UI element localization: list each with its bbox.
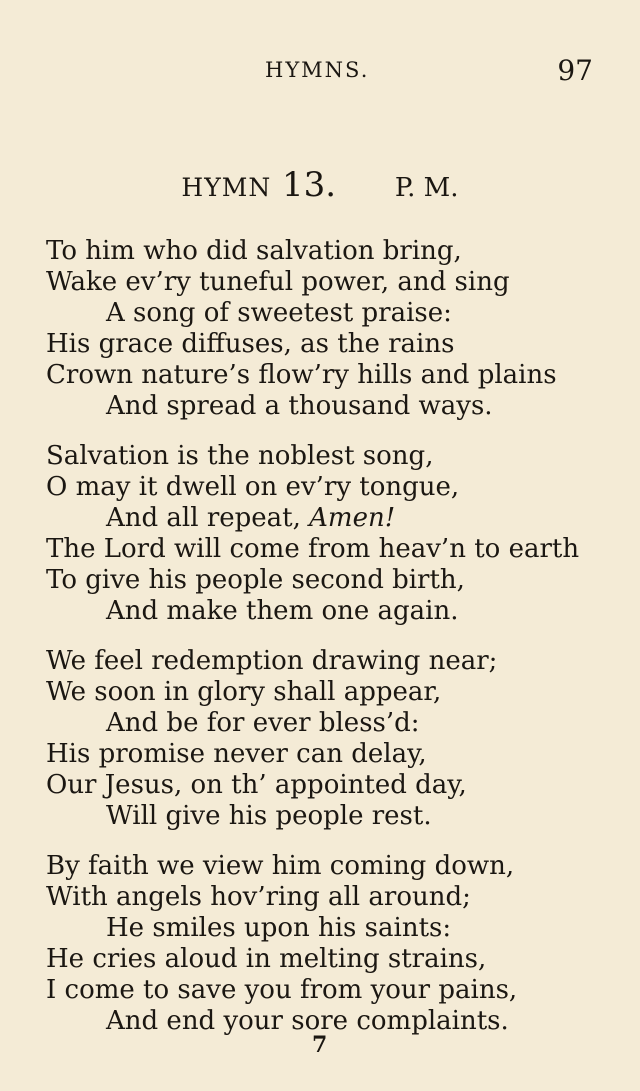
stanza-1 bbox=[46, 236, 606, 422]
verse-line: The Lord will come from heav’n to earth bbox=[46, 534, 580, 564]
verse-line-text: And all repeat, bbox=[106, 503, 310, 533]
hymn-text bbox=[46, 236, 606, 1056]
hymn-meter: P. M. bbox=[394, 173, 459, 203]
stanza-2 bbox=[46, 441, 606, 627]
verse-line: O may it dwell on ev’ry tongue, bbox=[46, 472, 460, 502]
running-head bbox=[0, 54, 640, 88]
hymn-number: 13. bbox=[282, 165, 337, 205]
stanza-4 bbox=[46, 851, 606, 1037]
verse-line: I come to save you from your pains, bbox=[46, 975, 518, 1005]
stanza-3 bbox=[46, 646, 606, 832]
verse-line: To give his people second birth, bbox=[46, 565, 465, 595]
verse-line: His promise never can delay, bbox=[46, 739, 427, 769]
emphasized-word: Amen! bbox=[309, 503, 396, 533]
hymn-title-word: HYMN bbox=[181, 173, 272, 202]
verse-line: We feel redemption drawing near; bbox=[46, 646, 498, 676]
verse-line: To him who did salvation bring, bbox=[46, 236, 462, 266]
verse-line: And be for ever bless’d: bbox=[106, 708, 420, 738]
verse-line: With angels hov’ring all around; bbox=[46, 882, 471, 912]
verse-line: By faith we view him coming down, bbox=[46, 851, 515, 881]
verse-line: We soon in glory shall appear, bbox=[46, 677, 442, 707]
verse-line: A song of sweetest praise: bbox=[106, 298, 452, 328]
verse-line: And make them one again. bbox=[106, 596, 459, 626]
verse-line-with-emphasis bbox=[46, 503, 606, 534]
verse-line: He smiles upon his saints: bbox=[106, 913, 452, 943]
page-number: 97 bbox=[557, 54, 593, 87]
verse-line: He cries aloud in melting strains, bbox=[46, 944, 487, 974]
signature-mark: 7 bbox=[312, 1032, 328, 1058]
verse-line: His grace diffuses, as the rains bbox=[46, 329, 455, 359]
verse-line: Our Jesus, on th’ appointed day, bbox=[46, 770, 467, 800]
hymn-heading bbox=[0, 165, 640, 205]
verse-line: And spread a thousand ways. bbox=[106, 391, 493, 421]
verse-line: Crown nature’s flow’ry hills and plains bbox=[46, 360, 557, 390]
verse-line: Salvation is the noblest song, bbox=[46, 441, 434, 471]
verse-line: Will give his people rest. bbox=[106, 801, 432, 831]
verse-line: Wake ev’ry tuneful power, and sing bbox=[46, 267, 510, 297]
verse-line: And end your sore complaints. bbox=[106, 1006, 509, 1036]
running-title: HYMNS. bbox=[265, 58, 370, 82]
